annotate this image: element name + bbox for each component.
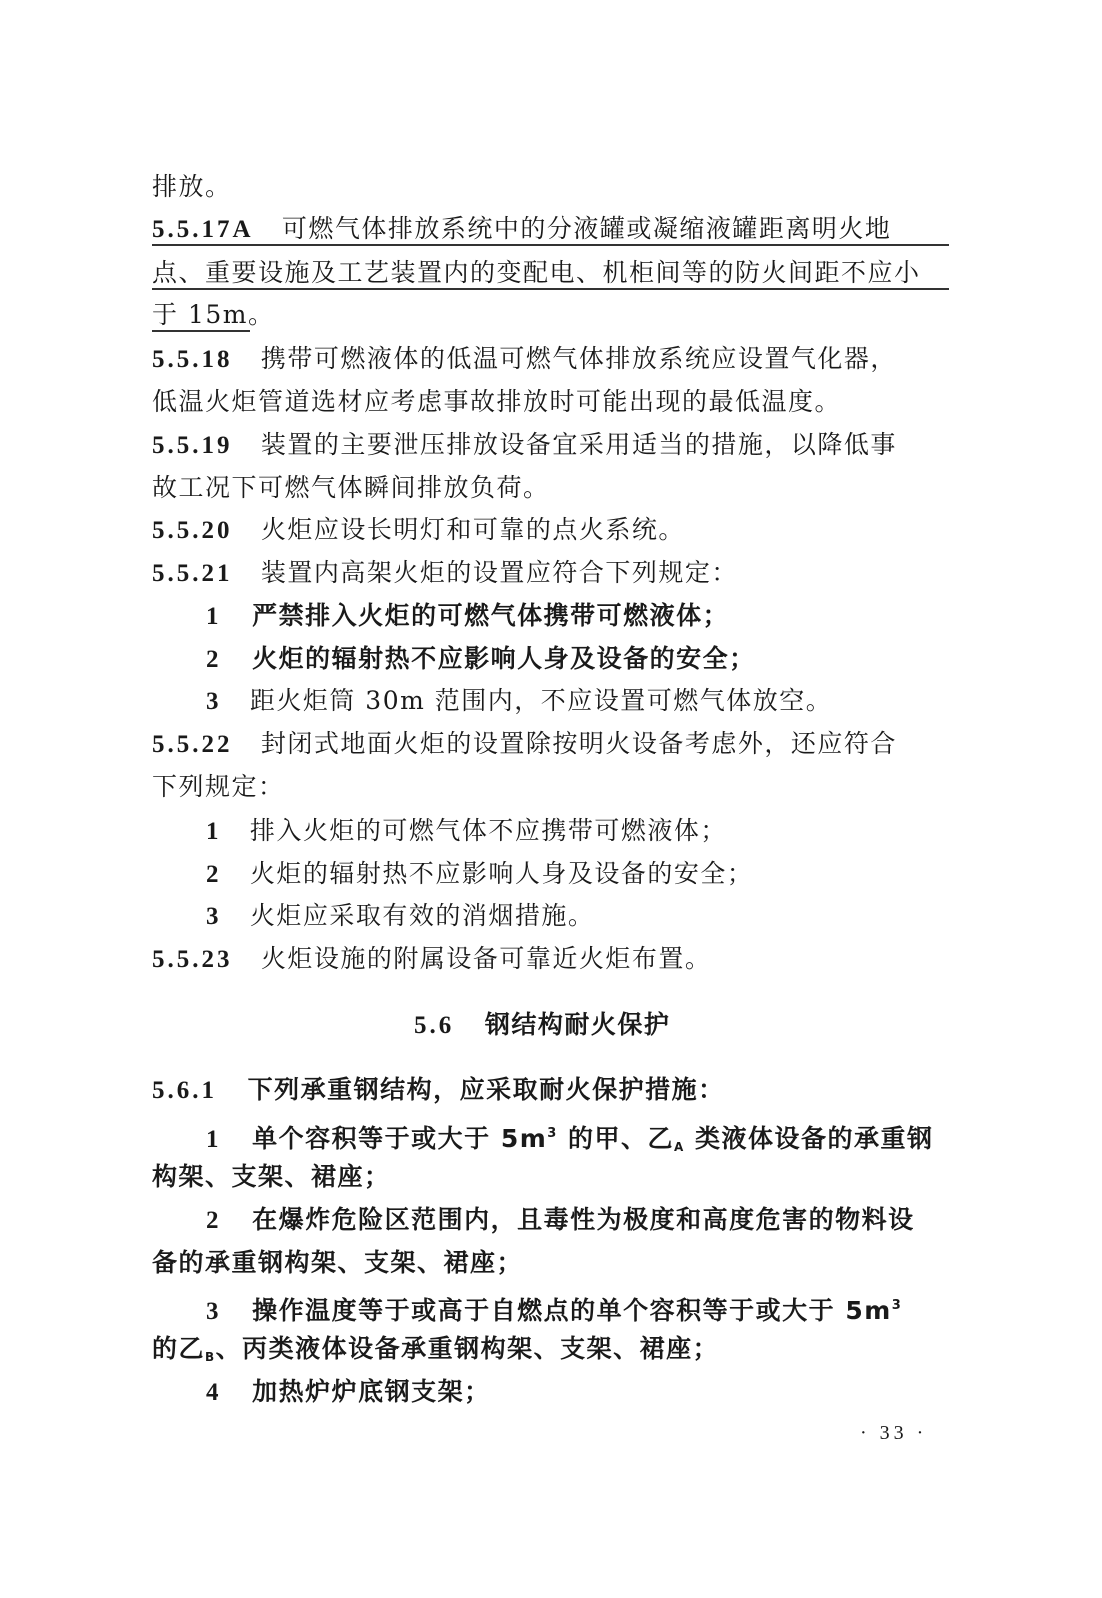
clause-number: 5.5.18 xyxy=(152,346,233,373)
clause-5-5-20 xyxy=(152,513,685,548)
clause-text: 封闭式地面火炬的设置除按明火设备考虑外，还应符合 xyxy=(260,729,897,758)
text-line: 低温火炬管道选材应考虑事故排放时可能出现的最低温度。 xyxy=(152,387,842,416)
clause-text: 火炬设施的附属设备可靠近火炬布置。 xyxy=(260,944,712,973)
clause-number: 5.5.19 xyxy=(152,432,233,459)
item-text: 火炬的辐射热不应影响人身及设备的安全； xyxy=(249,859,754,888)
line-text: 的乙 xyxy=(152,1334,206,1363)
clause-5-6-1 xyxy=(152,1073,725,1108)
revision-underline xyxy=(152,288,949,290)
clause-number: 5.5.23 xyxy=(152,946,233,973)
item-number: 1 xyxy=(206,818,222,845)
clause-5-5-22 xyxy=(152,727,897,762)
clause-text: 携带可燃液体的低温可燃气体排放系统应设置气化器， xyxy=(260,344,897,373)
superscript: 3 xyxy=(891,1298,903,1313)
text-line: 故工况下可燃气体瞬间排放负荷。 xyxy=(152,473,550,502)
section-number: 5.6 xyxy=(414,1012,455,1039)
page-number: · 33 · xyxy=(860,1422,928,1444)
text-line: 构架、支架、裙座； xyxy=(152,1162,391,1191)
clause-number: 5.6.1 xyxy=(152,1077,217,1104)
item-text: 的甲、乙 xyxy=(557,1124,675,1153)
list-item xyxy=(206,1203,915,1238)
item-number: 3 xyxy=(206,688,222,715)
text-line: 点、重要设施及工艺装置内的变配电、机柜间等的防火间距不应小 xyxy=(152,258,921,287)
revision-underline xyxy=(152,244,949,246)
clause-text: 火炬应设长明灯和可靠的点火系统。 xyxy=(260,515,685,544)
item-text: 类液体设备的承重钢 xyxy=(684,1124,934,1153)
item-text: 操作温度等于或高于自燃点的单个容积等于或大于 5m xyxy=(252,1296,892,1325)
section-heading xyxy=(414,1008,670,1043)
clause-5-5-19 xyxy=(152,428,897,463)
list-item xyxy=(206,857,753,892)
clause-number: 5.5.20 xyxy=(152,517,233,544)
item-text: 距火炬筒 30m 范围内，不应设置可燃气体放空。 xyxy=(249,686,833,715)
clause-number: 5.5.21 xyxy=(152,560,233,587)
clause-number: 5.5.22 xyxy=(152,731,233,758)
item-number: 4 xyxy=(206,1379,222,1406)
clause-5-5-21 xyxy=(152,556,738,591)
line-text: 、丙类液体设备承重钢构架、支架、裙座； xyxy=(215,1334,720,1363)
item-text: 在爆炸危险区范围内，且毒性为极度和高度危害的物料设 xyxy=(252,1205,915,1234)
clause-5-5-18 xyxy=(152,342,897,377)
item-number: 1 xyxy=(206,603,222,630)
text-line: 备的承重钢构架、支架、裙座； xyxy=(152,1248,524,1277)
item-number: 3 xyxy=(206,903,222,930)
clause-text: 下列承重钢结构，应采取耐火保护措施： xyxy=(247,1075,725,1104)
item-text: 火炬的辐射热不应影响人身及设备的安全； xyxy=(252,644,756,673)
clause-5-5-17a xyxy=(152,212,891,247)
list-item xyxy=(206,599,729,634)
item-text: 加热炉炉底钢支架； xyxy=(252,1377,491,1406)
text-line: 于 15m。 xyxy=(152,300,275,329)
text-line: 下列规定： xyxy=(152,772,285,801)
subscript: A xyxy=(674,1140,685,1154)
clause-5-5-23 xyxy=(152,942,711,977)
item-text: 单个容积等于或大于 5m xyxy=(252,1124,548,1153)
clause-text: 装置的主要泄压排放设备宜采用适当的措施，以降低事 xyxy=(260,430,897,459)
revision-underline xyxy=(152,330,250,332)
list-item xyxy=(206,1117,934,1164)
list-item xyxy=(206,1375,491,1410)
clause-text: 装置内高架火炬的设置应符合下列规定： xyxy=(260,558,738,587)
list-item xyxy=(206,642,756,677)
text-line: 排放。 xyxy=(152,172,232,201)
clause-text: 可燃气体排放系统中的分液罐或凝缩液罐距离明火地 xyxy=(281,214,892,243)
item-text: 严禁排入火炬的可燃气体携带可燃液体； xyxy=(252,601,730,630)
item-number: 2 xyxy=(206,646,222,673)
subscript: B xyxy=(205,1350,216,1364)
item-number: 1 xyxy=(206,1126,222,1153)
item-number: 2 xyxy=(206,1207,222,1234)
item-number: 3 xyxy=(206,1298,222,1325)
list-item xyxy=(206,899,594,934)
item-number: 2 xyxy=(206,861,222,888)
item-text: 排入火炬的可燃气体不应携带可燃液体； xyxy=(249,816,727,845)
item-text: 火炬应采取有效的消烟措施。 xyxy=(249,901,595,930)
list-item xyxy=(206,1289,902,1329)
clause-number: 5.5.17A xyxy=(152,216,254,243)
list-item xyxy=(206,684,832,719)
text-line xyxy=(152,1332,719,1374)
list-item xyxy=(206,814,727,849)
superscript: 3 xyxy=(547,1126,558,1141)
section-title: 钢结构耐火保护 xyxy=(484,1010,671,1039)
